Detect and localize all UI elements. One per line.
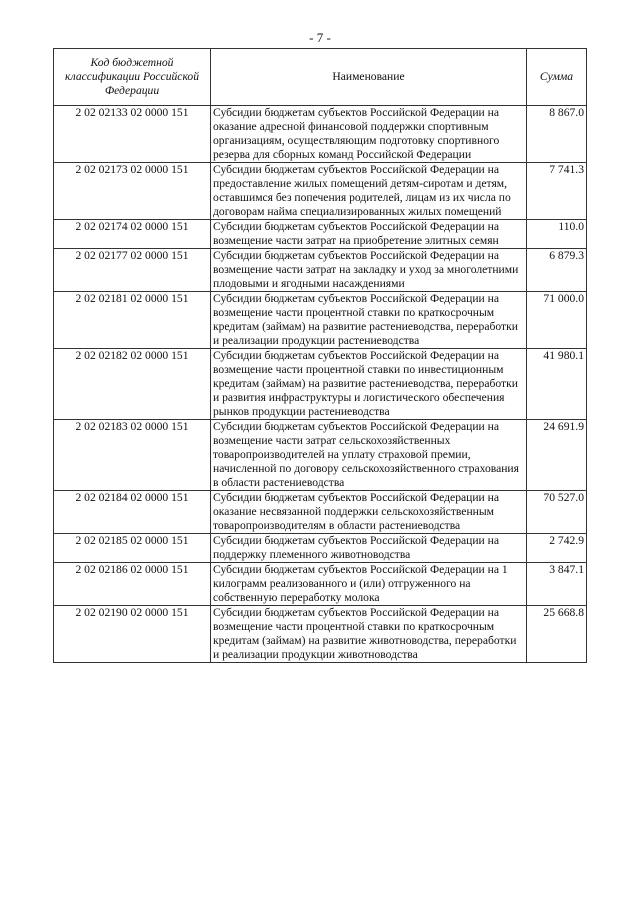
row-code: 2 02 02133 02 0000 151: [54, 106, 211, 163]
row-code: 2 02 02183 02 0000 151: [54, 420, 211, 491]
header-sum: Сумма: [527, 49, 587, 106]
row-sum: 3 847.1: [527, 563, 587, 606]
table-row: [54, 163, 587, 220]
row-code: 2 02 02190 02 0000 151: [54, 606, 211, 663]
row-code: 2 02 02186 02 0000 151: [54, 563, 211, 606]
row-name: Субсидии бюджетам субъектов Российской Федерации на возмещение части затрат на закладку и уход за многолетними плодовыми и ягодными насаждениями: [211, 249, 527, 292]
row-code: 2 02 02177 02 0000 151: [54, 249, 211, 292]
table-row: [54, 249, 587, 292]
table-row: [54, 420, 587, 491]
row-sum: 25 668.8: [527, 606, 587, 663]
table-row: [54, 563, 587, 606]
budget-table: [53, 48, 587, 663]
row-name: Субсидии бюджетам субъектов Российской Федерации на предоставление жилых помещений детям-сиротам и детям, оставшимся без попечения родителей, лицам из их числа по договорам найма специализированных жилых помещений: [211, 163, 527, 220]
row-code: 2 02 02182 02 0000 151: [54, 349, 211, 420]
row-code: 2 02 02173 02 0000 151: [54, 163, 211, 220]
table-row: [54, 292, 587, 349]
row-sum: 6 879.3: [527, 249, 587, 292]
header-code: Код бюджетной классификации Российской Федерации: [54, 49, 211, 106]
row-sum: 24 691.9: [527, 420, 587, 491]
row-code: 2 02 02181 02 0000 151: [54, 292, 211, 349]
row-name: Субсидии бюджетам субъектов Российской Федерации на возмещение части затрат на приобретение элитных семян: [211, 220, 527, 249]
row-name: Субсидии бюджетам субъектов Российской Федерации на оказание несвязанной поддержки сельскохозяйственным товаропроизводителям в области растениеводства: [211, 491, 527, 534]
row-sum: 71 000.0: [527, 292, 587, 349]
row-name: Субсидии бюджетам субъектов Российской Федерации на оказание адресной финансовой поддержки спортивным организациям, осуществляющим подготовку спортивного резерва для сборных команд Российской Федерации: [211, 106, 527, 163]
table-row: [54, 220, 587, 249]
table-row: [54, 349, 587, 420]
table-row: [54, 491, 587, 534]
row-sum: 8 867.0: [527, 106, 587, 163]
row-name: Субсидии бюджетам субъектов Российской Федерации на 1 килограмм реализованного и (или) отгруженного на собственную переработку молока: [211, 563, 527, 606]
row-sum: 2 742.9: [527, 534, 587, 563]
row-name: Субсидии бюджетам субъектов Российской Федерации на возмещение части процентной ставки по инвестиционным кредитам (займам) на развитие растениеводства, переработки и развития инфраструктуры и логистического обеспечения рынков продукции растениеводства: [211, 349, 527, 420]
page-number: - 7 -: [309, 30, 331, 45]
row-code: 2 02 02185 02 0000 151: [54, 534, 211, 563]
row-sum: 7 741.3: [527, 163, 587, 220]
row-name: Субсидии бюджетам субъектов Российской Федерации на поддержку племенного животноводства: [211, 534, 527, 563]
header-name: Наименование: [211, 49, 527, 106]
row-sum: 41 980.1: [527, 349, 587, 420]
row-sum: 110.0: [527, 220, 587, 249]
table-row: [54, 534, 587, 563]
row-name: Субсидии бюджетам субъектов Российской Федерации на возмещение части процентной ставки по краткосрочным кредитам (займам) на развитие растениеводства, переработки и реализации продукции растениеводства: [211, 292, 527, 349]
table-header-row: [54, 49, 587, 106]
row-code: 2 02 02184 02 0000 151: [54, 491, 211, 534]
row-name: Субсидии бюджетам субъектов Российской Федерации на возмещение части затрат сельскохозяйственных товаропроизводителей на уплату страховой премии, начисленной по договору сельскохозяйственного страхования в области растениеводства: [211, 420, 527, 491]
table-row: [54, 606, 587, 663]
row-name: Субсидии бюджетам субъектов Российской Федерации на возмещение части процентной ставки по краткосрочным кредитам (займам) на развитие животноводства, переработки и реализации продукции животноводства: [211, 606, 527, 663]
table-row: [54, 106, 587, 163]
row-code: 2 02 02174 02 0000 151: [54, 220, 211, 249]
row-sum: 70 527.0: [527, 491, 587, 534]
